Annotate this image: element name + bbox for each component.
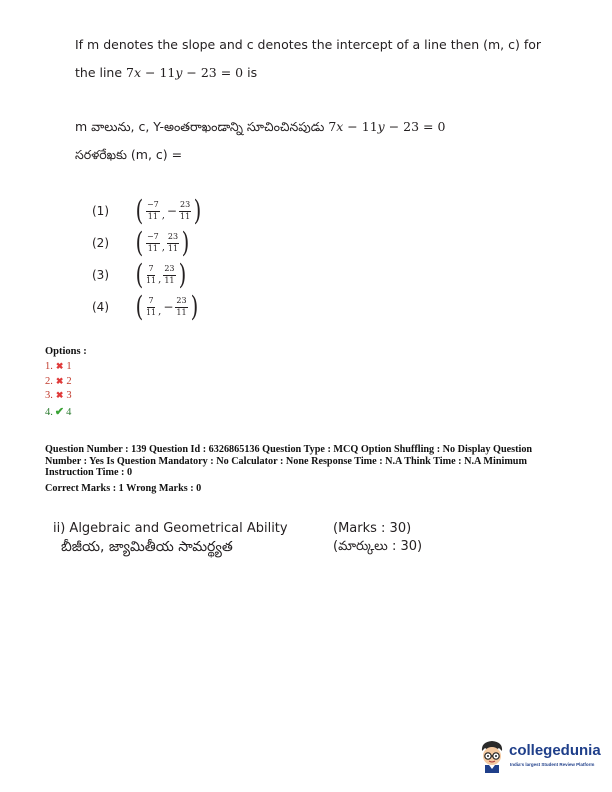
fraction — [163, 265, 175, 285]
cross-icon: ✖ — [55, 375, 64, 386]
option-value — [134, 290, 200, 323]
fraction — [167, 233, 179, 253]
meta-line: Question Number : 139 Question Id : 6326865136 Question Type : MCQ Option Shuffling : No Display Question — [45, 444, 533, 455]
left-paren: ( — [135, 194, 144, 227]
question-meta — [45, 444, 565, 479]
fraction — [146, 265, 156, 285]
right-paren: ) — [181, 226, 190, 259]
brand-tagline: India's largest Student Review Platform — [510, 762, 595, 767]
option-index: 1. — [45, 361, 53, 372]
option-index: 4. — [45, 406, 53, 418]
separator: , — [161, 242, 165, 253]
separator: , — [158, 306, 162, 317]
section-title-te: బీజీయ, జ్యామితీయ సామర్థ్యత — [61, 539, 233, 555]
numerator: 7 — [147, 297, 154, 307]
option-number: (3) — [92, 268, 109, 282]
denominator: 11 — [145, 275, 157, 285]
right-paren: ) — [193, 194, 202, 227]
option-number: (4) — [92, 300, 109, 314]
check-icon: ✔ — [54, 405, 65, 418]
denominator: 11 — [164, 275, 175, 285]
numerator: 23 — [179, 201, 191, 211]
fraction — [146, 297, 156, 317]
mascot-icon — [477, 739, 507, 773]
left-paren: ( — [135, 226, 144, 259]
question-text-en-line2 — [75, 67, 257, 80]
options-list-item — [45, 390, 72, 401]
right-paren: ) — [190, 290, 198, 323]
numerator: 23 — [163, 265, 175, 275]
option-value: 2 — [66, 375, 72, 387]
denominator: 11 — [179, 211, 191, 221]
fraction — [179, 201, 191, 221]
denominator: 11 — [176, 307, 187, 317]
denominator: 11 — [147, 211, 158, 221]
option-index: 2. — [45, 375, 53, 387]
option-value: 4 — [66, 406, 72, 418]
denominator: 11 — [147, 243, 158, 253]
option-value — [134, 258, 187, 291]
option-number: (1) — [92, 204, 109, 218]
question-text-te-line2: సరళరేఖకు (m, c) = — [75, 147, 183, 162]
marks-info: Correct Marks : 1 Wrong Marks : 0 — [45, 483, 202, 494]
cross-icon: ✖ — [55, 390, 64, 400]
numerator: −7 — [146, 201, 160, 211]
denominator: 11 — [145, 307, 157, 317]
answer-option-1 — [92, 196, 203, 226]
minus-sign: − — [166, 204, 177, 218]
answer-option-3 — [92, 260, 187, 290]
fraction — [146, 233, 160, 253]
option-value: 3 — [66, 390, 72, 401]
option-index: 3. — [45, 390, 53, 401]
numerator: 7 — [147, 265, 154, 275]
equation: 7x − 11y − 23 = 0 — [126, 65, 244, 80]
option-value — [134, 194, 203, 227]
denominator: 11 — [167, 243, 179, 253]
minus-sign: − — [163, 300, 174, 314]
meta-line: Instruction Time : 0 — [45, 467, 133, 478]
question-text-en-line1: If m denotes the slope and c denotes the intercept of a line then (m, c) for — [75, 37, 542, 52]
section-marks-en: (Marks : 30) — [333, 521, 412, 536]
options-title: Options : — [45, 346, 87, 357]
collegedunia-logo — [477, 737, 607, 777]
separator: , — [158, 274, 162, 285]
options-list-item — [45, 361, 72, 372]
numerator: 23 — [167, 233, 179, 243]
fraction — [146, 201, 160, 221]
section-title-en: ii) Algebraic and Geometrical Ability — [53, 521, 288, 536]
right-paren: ) — [178, 258, 186, 291]
question-prefix: the line — [75, 65, 127, 80]
question-text-te-line1: m వాలును, c, Y-అంతరాఖండాన్ని సూచించినపుడు 7x − 11y − 23 = 0 — [75, 119, 446, 134]
numerator: 23 — [175, 297, 187, 307]
option-number: (2) — [92, 236, 109, 250]
meta-line: Number : Yes Is Question Mandatory : No Calculator : None Response Time : N.A Think Time : N.A Minimum — [45, 455, 527, 467]
question-suffix: is — [243, 65, 258, 80]
separator: , — [161, 210, 165, 221]
options-list-item — [45, 376, 72, 387]
left-paren: ( — [135, 290, 144, 323]
cross-icon: ✖ — [55, 361, 64, 371]
fraction — [175, 297, 187, 317]
answer-option-4 — [92, 292, 200, 322]
section-marks-te: (మార్కులు : 30) — [333, 539, 423, 554]
answer-option-2 — [92, 228, 191, 258]
brand-name: collegedunia — [509, 742, 601, 759]
left-paren: ( — [135, 258, 144, 291]
option-value: 1 — [66, 361, 72, 372]
numerator: −7 — [146, 233, 160, 243]
option-value — [134, 226, 191, 259]
options-list-item — [45, 405, 71, 418]
equation-te: 7x − 11y − 23 = 0 — [328, 119, 446, 134]
